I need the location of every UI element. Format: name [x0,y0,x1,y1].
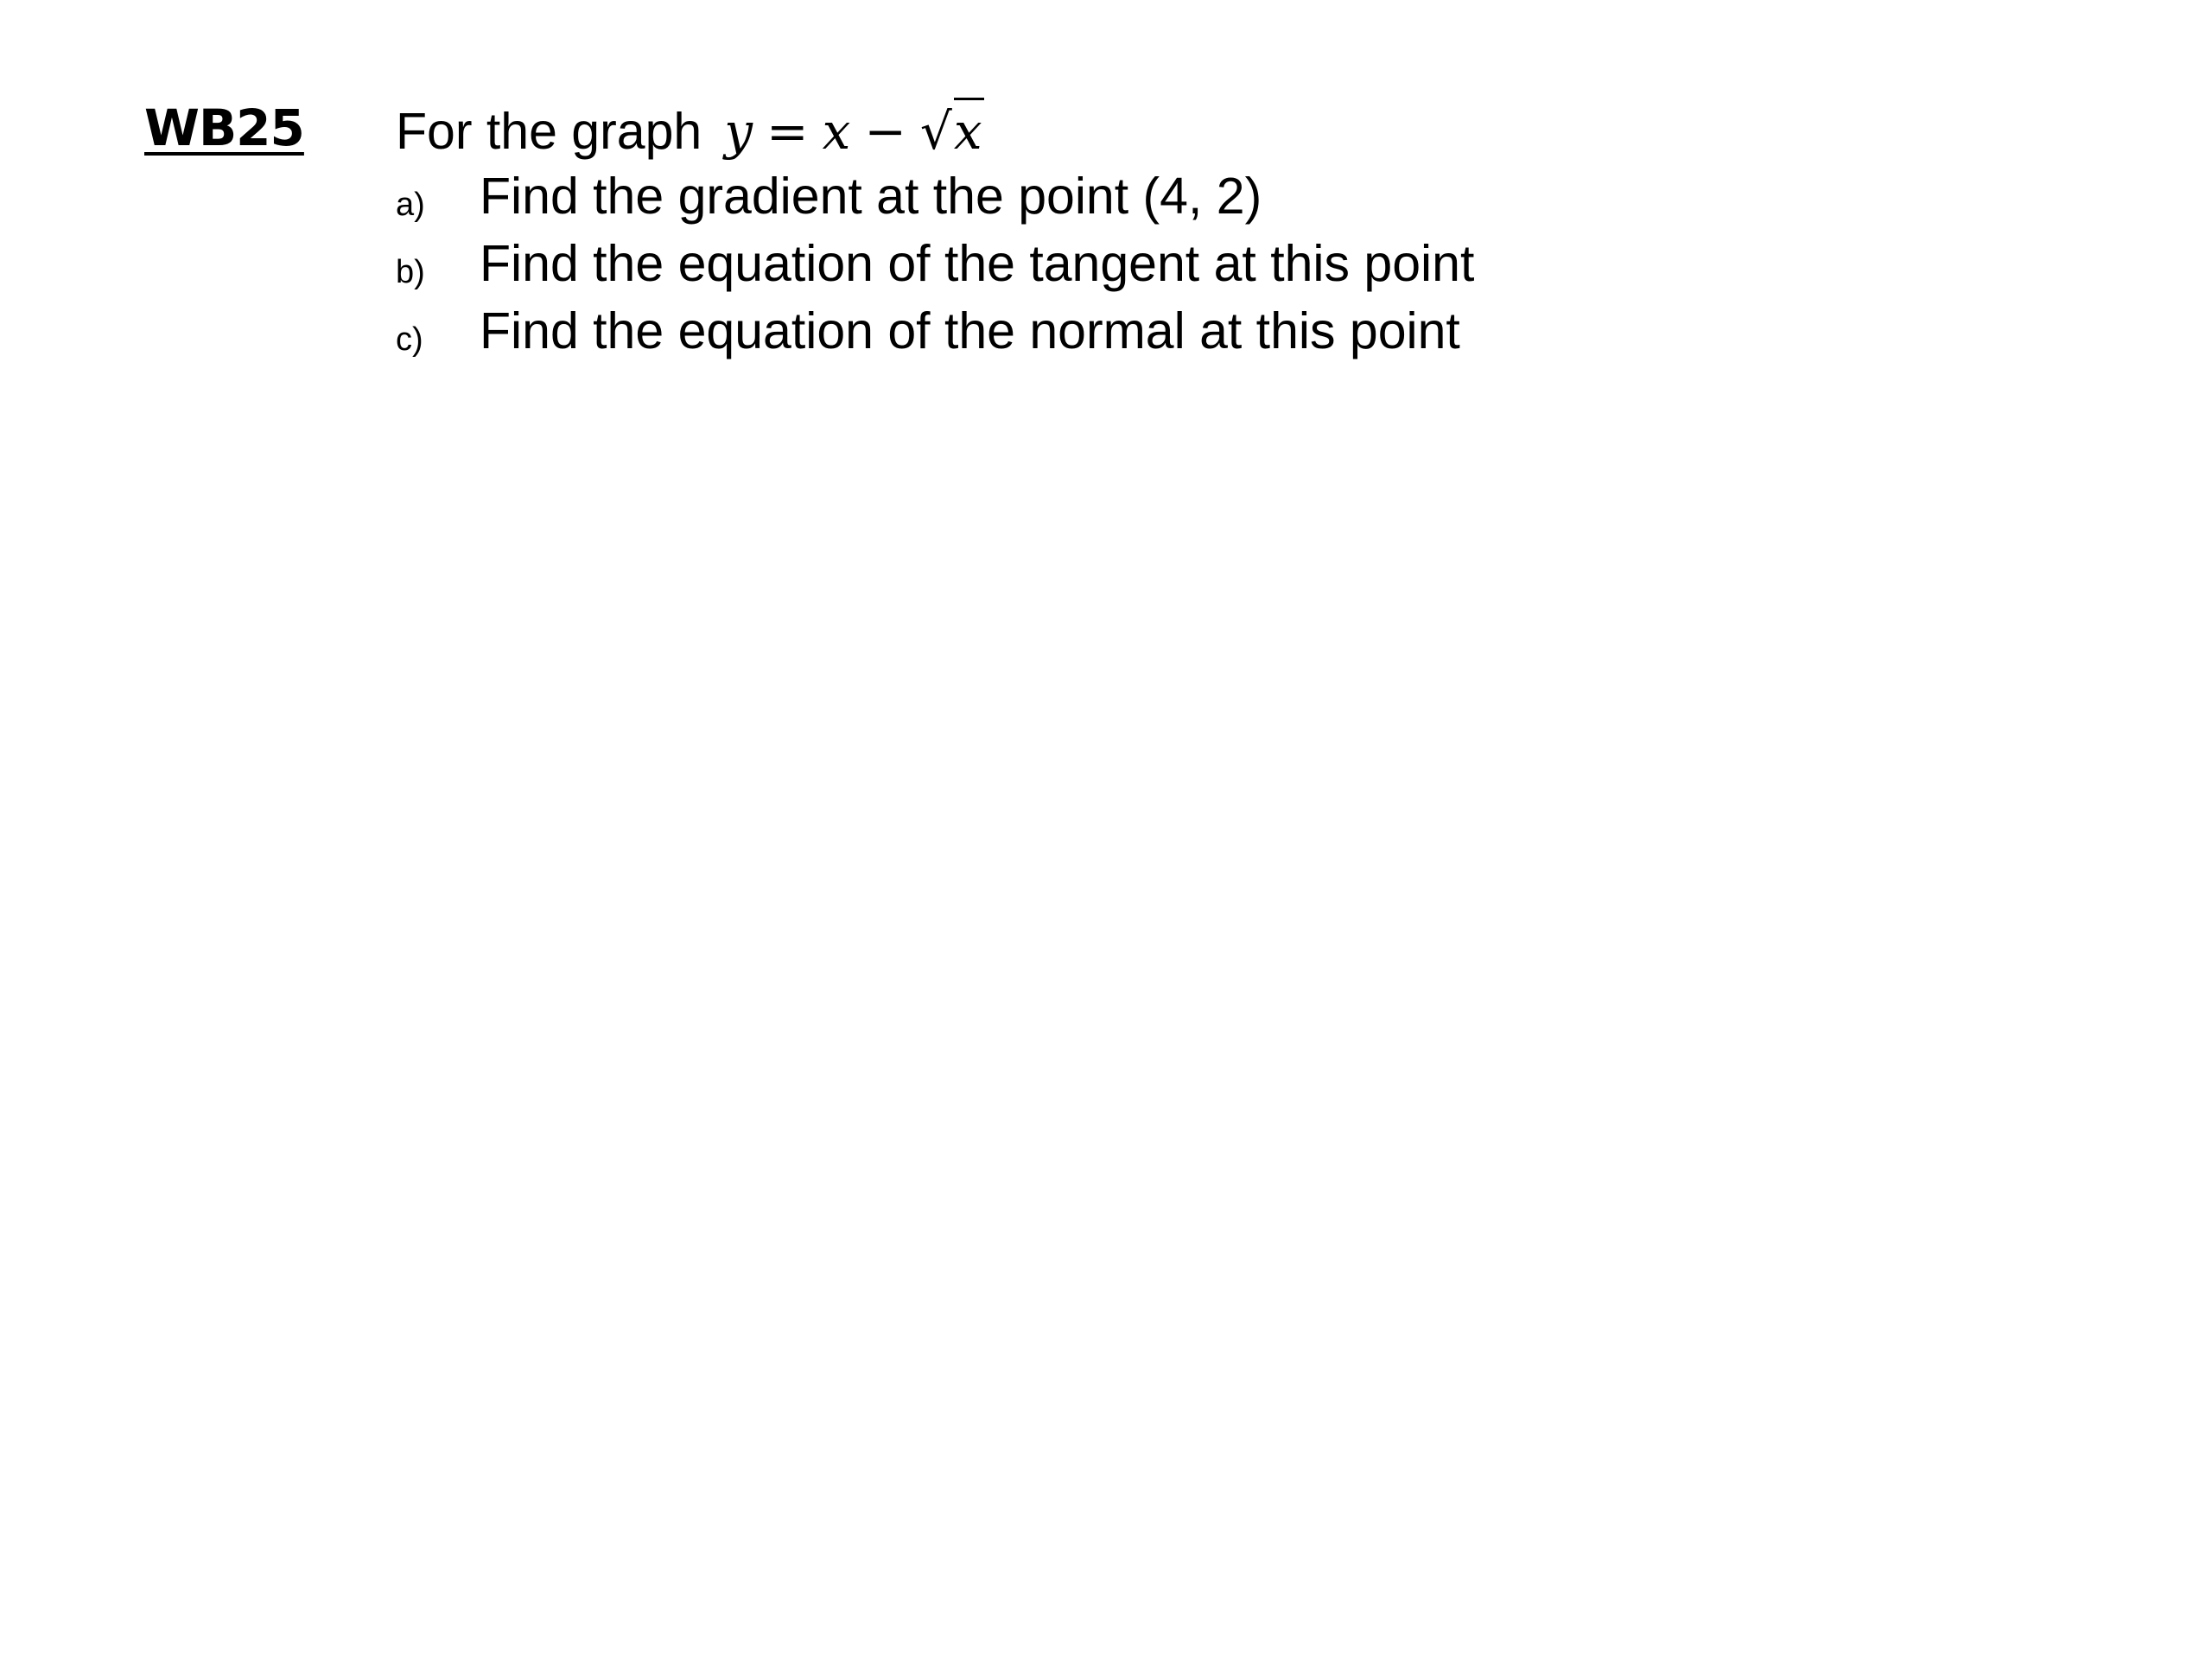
equals-sign: = [766,102,810,161]
part-letter: c) [396,321,423,358]
worksheet-code: WB25 [144,99,304,157]
equation-term: x [822,102,853,161]
sqrt-radicand: x [954,98,984,161]
part-letter: b) [396,254,425,290]
sqrt-symbol: √ [919,102,954,161]
minus-sign: − [864,102,908,161]
intro-text: For the graph [396,103,702,160]
part-text: Find the equation of the normal at this point [480,302,1460,359]
part-text: Find the equation of the tangent at this point [480,235,1475,292]
part-letter: a) [396,187,425,223]
question-intro [396,97,984,166]
equation-lhs: y [724,102,754,161]
part-text: Find the gradient at the point (4, 2) [480,168,1262,225]
equation [724,102,983,161]
